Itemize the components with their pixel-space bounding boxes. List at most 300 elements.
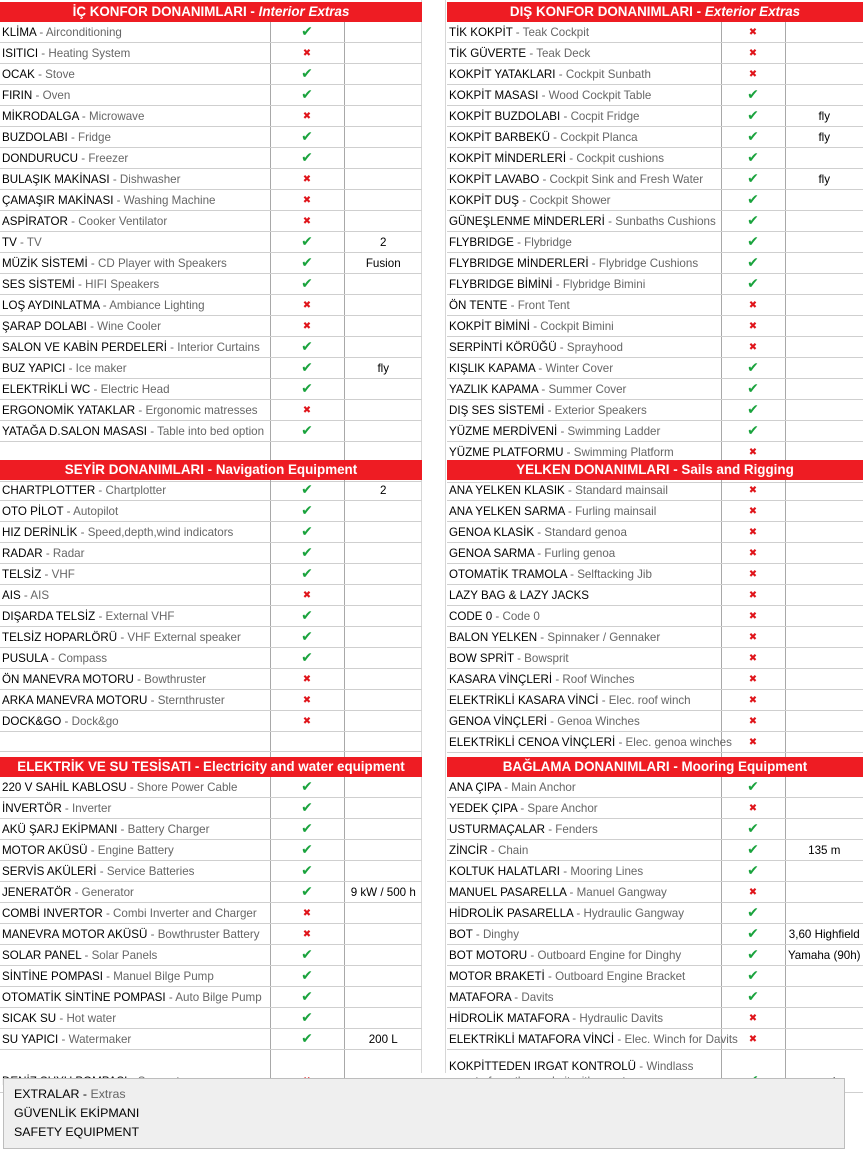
item-name-en: - Hydraulic Gangway <box>573 906 684 920</box>
item-name <box>0 295 270 316</box>
table-row <box>447 627 863 648</box>
item-name <box>447 85 721 106</box>
cross-icon: ✖ <box>721 1008 785 1029</box>
item-name-tr: HİDROLİK PASARELLA <box>449 906 574 920</box>
item-name-tr: COMBİ INVERTOR <box>2 906 103 920</box>
item-name-en: - Code 0 <box>492 609 540 623</box>
section-title-tr: SEYİR DONANIMLARI <box>64 462 204 477</box>
safety-equipment-tr: GÜVENLİK EKİPMANI <box>14 1106 140 1120</box>
item-name-en: - Sternthruster <box>147 693 225 707</box>
item-note <box>344 274 422 295</box>
table-row <box>447 190 863 211</box>
item-note <box>785 64 863 85</box>
item-note <box>344 987 422 1008</box>
item-name-en: - Swimming Ladder <box>557 424 661 438</box>
item-name-tr: SES SİSTEMİ <box>2 277 75 291</box>
table-row <box>0 127 422 148</box>
check-icon: ✔ <box>270 358 344 379</box>
cross-icon: ✖ <box>721 43 785 64</box>
item-note <box>785 85 863 106</box>
table-row <box>447 564 863 585</box>
table-row <box>447 711 863 732</box>
item-name-tr: ÇAMAŞIR MAKİNASI <box>2 193 114 207</box>
item-name-en: - Spinnaker / Gennaker <box>537 630 661 644</box>
check-icon: ✔ <box>721 211 785 232</box>
cross-icon: ✖ <box>721 22 785 43</box>
table-row <box>447 798 863 819</box>
item-name-en: - Bowsprit <box>513 651 569 665</box>
cross-icon: ✖ <box>721 882 785 903</box>
item-name-tr: ANA YELKEN SARMA <box>449 504 565 518</box>
item-name <box>447 690 721 711</box>
item-name <box>447 358 721 379</box>
item-note <box>785 522 863 543</box>
check-icon: ✔ <box>721 106 785 127</box>
check-icon: ✔ <box>721 400 785 421</box>
item-name-en: - Summer Cover <box>538 382 627 396</box>
item-name <box>0 903 270 924</box>
item-name <box>0 316 270 337</box>
cross-icon: ✖ <box>721 648 785 669</box>
item-name <box>447 22 721 43</box>
table-row <box>447 903 863 924</box>
item-name-en: - Ambiance Lighting <box>99 298 205 312</box>
cross-icon: ✖ <box>721 522 785 543</box>
check-icon: ✔ <box>270 564 344 585</box>
item-name-tr: ELEKTRİKLİ KASARA VİNCİ <box>449 693 599 707</box>
cross-icon: ✖ <box>721 564 785 585</box>
item-name-tr: OTO PİLOT <box>2 504 64 518</box>
table-row <box>447 861 863 882</box>
item-note <box>785 903 863 924</box>
item-name <box>0 882 270 903</box>
item-name-tr: TV <box>2 235 17 249</box>
item-name-en: - Furling mainsail <box>564 504 657 518</box>
check-icon: ✔ <box>270 421 344 442</box>
check-icon: ✔ <box>270 819 344 840</box>
item-note: Fusion <box>344 253 422 274</box>
item-name-tr: İNVERTÖR <box>2 801 62 815</box>
table-row <box>447 1008 863 1029</box>
table-row <box>0 85 422 106</box>
item-note <box>785 690 863 711</box>
table-row <box>0 232 422 253</box>
item-name-en: - Shore Power Cable <box>126 780 238 794</box>
table-row <box>0 1029 422 1050</box>
item-note <box>344 627 422 648</box>
item-name <box>0 690 270 711</box>
item-note <box>785 606 863 627</box>
section-header-sails: YELKEN DONANIMLARI - Sails and Rigging <box>447 460 863 480</box>
column-gridline <box>445 0 446 1073</box>
check-icon: ✔ <box>721 924 785 945</box>
item-note <box>785 148 863 169</box>
item-name-en: - Cocpit Fridge <box>560 109 640 123</box>
item-name <box>0 564 270 585</box>
item-name-en: - Spare Anchor <box>517 801 598 815</box>
item-note <box>344 379 422 400</box>
extras-box <box>3 1078 845 1149</box>
item-note <box>344 903 422 924</box>
item-name-en: - VHF <box>41 567 75 581</box>
item-name-tr: ÖN TENTE <box>449 298 508 312</box>
section-sails <box>447 460 863 773</box>
check-icon: ✔ <box>721 274 785 295</box>
check-icon: ✔ <box>721 421 785 442</box>
item-note <box>785 732 863 753</box>
cross-icon: ✖ <box>721 501 785 522</box>
item-name <box>0 1029 270 1050</box>
item-name <box>447 190 721 211</box>
item-note <box>785 648 863 669</box>
table-row <box>447 148 863 169</box>
item-name <box>0 274 270 295</box>
item-name <box>0 169 270 190</box>
item-name-en: - Dinghy <box>472 927 520 941</box>
item-name-tr: SOLAR PANEL <box>2 948 82 962</box>
item-name-tr: CHARTPLOTTER <box>2 483 96 497</box>
table-row <box>447 840 863 861</box>
cross-icon: ✖ <box>721 543 785 564</box>
item-name-tr: KOKPİT BARBEKÜ <box>449 130 550 144</box>
item-name <box>447 148 721 169</box>
item-note <box>785 711 863 732</box>
cross-icon: ✖ <box>721 316 785 337</box>
item-name-tr: GENOA SARMA <box>449 546 535 560</box>
item-name-en: - Sunbaths Cushions <box>604 214 716 228</box>
item-name <box>0 819 270 840</box>
section-title-tr: BAĞLAMA DONANIMLARI <box>502 759 670 774</box>
cross-icon: ✖ <box>721 798 785 819</box>
item-name <box>0 358 270 379</box>
item-name-tr: KOKPİT YATAKLARI <box>449 67 556 81</box>
item-name-en: - TV <box>16 235 42 249</box>
item-name <box>0 127 270 148</box>
item-name-en: - Dock&go <box>61 714 119 728</box>
check-icon: ✔ <box>721 190 785 211</box>
item-name <box>0 106 270 127</box>
section-title-en: Navigation Equipment <box>215 462 358 477</box>
table-row <box>447 966 863 987</box>
item-name <box>447 606 721 627</box>
item-note <box>344 22 422 43</box>
item-name-en: - Inverter <box>61 801 112 815</box>
item-name-tr: SİNTİNE POMPASI <box>2 969 103 983</box>
item-note: Yamaha (90h) <box>785 945 863 966</box>
item-name-tr: AIS <box>2 588 21 602</box>
item-note <box>785 798 863 819</box>
item-name-tr: ERGONOMİK YATAKLAR <box>2 403 136 417</box>
item-note <box>344 777 422 798</box>
item-name-tr: KLİMA <box>2 25 37 39</box>
item-name-en: - Fenders <box>544 822 598 836</box>
item-note: fly <box>344 358 422 379</box>
table-row <box>447 777 863 798</box>
table-row <box>0 690 422 711</box>
table-row <box>0 711 422 732</box>
table-row <box>0 421 422 442</box>
table-row <box>447 64 863 85</box>
item-name <box>447 480 721 501</box>
item-name-tr: ELEKTRİKLİ CENOA VİNÇLERİ <box>449 735 616 749</box>
item-note <box>344 564 422 585</box>
item-name-en: - Elec. genoa winches <box>615 735 732 749</box>
item-note <box>344 945 422 966</box>
check-icon: ✔ <box>270 648 344 669</box>
item-name-tr: SU YAPICI <box>2 1032 59 1046</box>
cross-icon: ✖ <box>721 1029 785 1050</box>
item-name-tr: YÜZME MERDİVENİ <box>449 424 558 438</box>
item-name-en: - Manuel Bilge Pump <box>102 969 214 983</box>
item-note <box>785 1029 863 1050</box>
table-row <box>447 253 863 274</box>
table-row <box>0 337 422 358</box>
item-name <box>0 64 270 85</box>
item-name-tr: 220 V SAHİL KABLOSU <box>2 780 127 794</box>
item-note <box>344 148 422 169</box>
item-name-en: - CD Player with Speakers <box>87 256 227 270</box>
table-row <box>447 85 863 106</box>
check-icon: ✔ <box>270 379 344 400</box>
table-row <box>0 777 422 798</box>
item-name-tr: ELEKTRİKLİ MATAFORA VİNCİ <box>449 1032 615 1046</box>
item-name-tr: KOKPİT DUŞ <box>449 193 520 207</box>
check-icon: ✔ <box>270 1029 344 1050</box>
item-name-en: - Elec. roof winch <box>598 693 691 707</box>
check-icon: ✔ <box>270 480 344 501</box>
item-note: 135 m <box>785 840 863 861</box>
table-row <box>0 945 422 966</box>
item-note <box>785 882 863 903</box>
item-name <box>447 945 721 966</box>
table-row <box>0 798 422 819</box>
item-name <box>447 861 721 882</box>
item-note: 9 kW / 500 h <box>344 882 422 903</box>
cross-icon: ✖ <box>721 711 785 732</box>
table-row <box>447 732 863 753</box>
item-name <box>447 501 721 522</box>
item-name-tr: KOKPİT MASASI <box>449 88 539 102</box>
section-header-electric: ELEKTRİK VE SU TESİSATI - Electricity and water equipment <box>0 757 422 777</box>
item-name-en: - Cockpit Shower <box>519 193 611 207</box>
cross-icon: ✖ <box>270 903 344 924</box>
item-name <box>447 585 721 606</box>
item-name-tr: TELSİZ <box>2 567 42 581</box>
item-name <box>447 43 721 64</box>
item-name-tr: SERPİNTİ KÖRÜĞÜ <box>449 340 557 354</box>
item-name <box>447 274 721 295</box>
item-name-tr: FLYBRIDGE MİNDERLERİ <box>449 256 589 270</box>
item-name-en: - Genoa Winches <box>546 714 640 728</box>
item-name-tr: FIRIN <box>2 88 33 102</box>
item-name <box>447 316 721 337</box>
item-name-en: - Wine Cooler <box>86 319 161 333</box>
item-note: 3,60 Highfield <box>785 924 863 945</box>
item-name-tr: DONDURUCU <box>2 151 78 165</box>
item-name-en: - Freezer <box>78 151 129 165</box>
item-name <box>447 966 721 987</box>
cross-icon: ✖ <box>270 295 344 316</box>
table-row <box>447 127 863 148</box>
item-name-tr: KOLTUK HALATLARI <box>449 864 561 878</box>
check-icon: ✔ <box>270 627 344 648</box>
table-row <box>0 861 422 882</box>
item-note <box>344 190 422 211</box>
item-note <box>344 169 422 190</box>
section-navigation <box>0 460 422 772</box>
item-name-tr: SICAK SU <box>2 1011 57 1025</box>
cross-icon: ✖ <box>270 169 344 190</box>
item-name-en: - Airconditioning <box>36 25 122 39</box>
item-name-tr: ELEKTRİKLİ WC <box>2 382 91 396</box>
section-interior <box>0 2 422 482</box>
item-name-en: - Interior Curtains <box>166 340 260 354</box>
check-icon: ✔ <box>721 85 785 106</box>
check-icon: ✔ <box>721 966 785 987</box>
check-icon: ✔ <box>270 501 344 522</box>
item-note <box>344 840 422 861</box>
item-name-en: - Flybridge <box>513 235 572 249</box>
table-row <box>447 295 863 316</box>
item-note: 200 L <box>344 1029 422 1050</box>
item-name-tr: ANA YELKEN KLASIK <box>449 483 565 497</box>
item-name-tr: GÜNEŞLENME MİNDERLERİ <box>449 214 605 228</box>
item-name <box>447 64 721 85</box>
item-name <box>0 798 270 819</box>
item-name <box>0 400 270 421</box>
item-name <box>447 882 721 903</box>
section-title-tr: DIŞ KONFOR DONANIMLARI <box>509 4 693 19</box>
item-note <box>344 819 422 840</box>
check-icon: ✔ <box>270 1008 344 1029</box>
item-note: fly <box>785 106 863 127</box>
item-name-en: - Wood Cockpit Table <box>538 88 652 102</box>
item-name-tr: BOT MOTORU <box>449 948 528 962</box>
item-note <box>344 585 422 606</box>
item-name-tr: MOTOR BRAKETİ <box>449 969 545 983</box>
table-row <box>0 295 422 316</box>
item-name-tr: ÖN MANEVRA MOTORU <box>2 672 134 686</box>
item-note <box>785 819 863 840</box>
item-name-en: - Flybridge Cushions <box>588 256 699 270</box>
item-note <box>344 861 422 882</box>
item-name-tr: DIŞ SES SİSTEMİ <box>449 403 548 417</box>
table-row <box>447 543 863 564</box>
item-name-tr: ŞARAP DOLABI <box>2 319 87 333</box>
table-row <box>447 924 863 945</box>
item-name-tr: ARKA MANEVRA MOTORU <box>2 693 148 707</box>
item-note <box>344 543 422 564</box>
item-name-en: - Flybridge Bimini <box>552 277 646 291</box>
item-name-en: - Bowthruster Battery <box>147 927 260 941</box>
item-name <box>0 669 270 690</box>
check-icon: ✔ <box>270 274 344 295</box>
check-icon: ✔ <box>270 337 344 358</box>
table-row <box>447 819 863 840</box>
check-icon: ✔ <box>270 945 344 966</box>
cross-icon: ✖ <box>270 585 344 606</box>
item-name-en: - Bowthruster <box>133 672 207 686</box>
item-name-tr: LAZY BAG & LAZY JACKS <box>449 588 590 602</box>
table-row <box>0 903 422 924</box>
table-row <box>447 379 863 400</box>
item-name-en: - Mooring Lines <box>560 864 644 878</box>
cross-icon: ✖ <box>270 316 344 337</box>
item-name <box>0 480 270 501</box>
item-name <box>0 861 270 882</box>
item-name-en: - Windlass <box>636 1060 694 1073</box>
item-name <box>0 648 270 669</box>
item-name <box>447 1029 738 1050</box>
item-note: fly <box>785 169 863 190</box>
item-note <box>344 648 422 669</box>
item-name-tr: PUSULA <box>2 651 48 665</box>
item-name-en: - VHF External speaker <box>117 630 241 644</box>
check-icon: ✔ <box>721 840 785 861</box>
item-name <box>0 606 270 627</box>
item-note <box>344 669 422 690</box>
check-icon: ✔ <box>270 882 344 903</box>
item-note <box>344 690 422 711</box>
table-row <box>447 606 863 627</box>
item-note <box>344 606 422 627</box>
table-row <box>447 232 863 253</box>
item-name-tr: KOKPİT BUZDOLABI <box>449 109 561 123</box>
table-row <box>0 522 422 543</box>
item-name-en: - Service Batteries <box>96 864 195 878</box>
item-name-tr: BALON YELKEN <box>449 630 538 644</box>
item-name-en: - Swimming Platform <box>563 445 674 459</box>
item-note <box>344 711 422 732</box>
item-name-tr: USTURMAÇALAR <box>449 822 545 836</box>
check-icon: ✔ <box>721 987 785 1008</box>
check-icon: ✔ <box>721 379 785 400</box>
table-row <box>447 585 863 606</box>
check-icon: ✔ <box>270 840 344 861</box>
item-name <box>0 543 270 564</box>
item-name-en: - Roof Winches <box>552 672 635 686</box>
item-name <box>447 903 721 924</box>
check-icon: ✔ <box>721 169 785 190</box>
section-header-interior: İÇ KONFOR DONANIMLARI - Interior Extras <box>0 2 422 22</box>
item-note <box>785 211 863 232</box>
cross-icon: ✖ <box>270 400 344 421</box>
item-name-en: - Exterior Speakers <box>547 403 647 417</box>
empty-row <box>0 732 422 752</box>
section-electric <box>0 757 422 1093</box>
item-name <box>0 22 270 43</box>
item-note <box>344 924 422 945</box>
item-name <box>447 379 721 400</box>
item-name-tr: BUZDOLABI <box>2 130 68 144</box>
item-name-tr: BOT <box>449 927 473 941</box>
section-title-en: Interior Extras <box>258 4 350 19</box>
check-icon: ✔ <box>270 606 344 627</box>
check-icon: ✔ <box>270 777 344 798</box>
item-name-en: - Chain <box>487 843 529 857</box>
section-title-en: Exterior Extras <box>704 4 801 19</box>
item-note <box>785 966 863 987</box>
item-name-en: - Electric Head <box>90 382 170 396</box>
table-row <box>0 627 422 648</box>
table-row <box>447 480 863 501</box>
item-name <box>447 819 721 840</box>
item-name-tr: GENOA VİNÇLERİ <box>449 714 547 728</box>
item-name-tr: HİDROLİK MATAFORA <box>449 1011 570 1025</box>
item-note <box>785 358 863 379</box>
item-name <box>447 798 721 819</box>
cross-icon: ✖ <box>721 295 785 316</box>
